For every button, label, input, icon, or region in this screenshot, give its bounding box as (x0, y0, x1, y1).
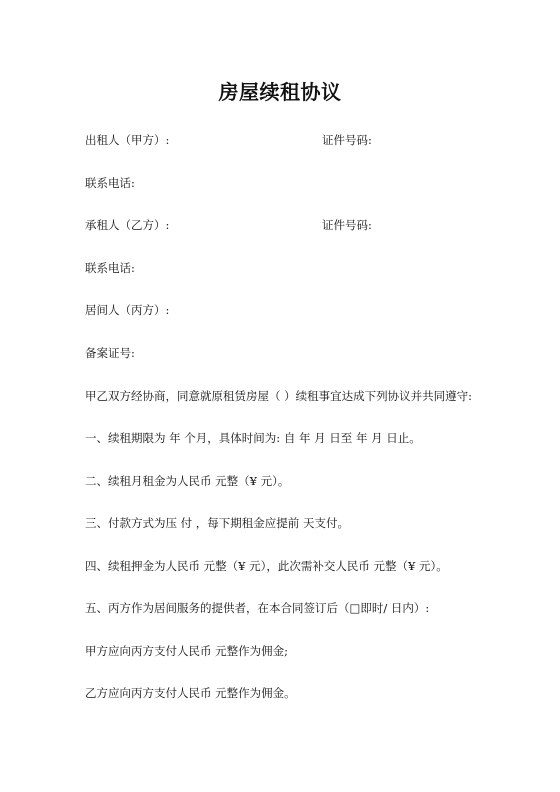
document-title: 房屋续租协议 (218, 80, 342, 104)
payment-clause: 三、付款方式为压 付 ，每下期租金应提前 天支付。 (85, 516, 349, 530)
lessor-label: 出租人（甲方）: (85, 133, 170, 147)
rent-clause: 二、续租月租金为人民币 元整（¥ 元）。 (85, 474, 290, 488)
term-clause: 一、续租期限为 年 个月，具体时间为: 自 年 月 日至 年 月 日止。 (85, 431, 421, 445)
commission-lessee-clause: 乙方应向丙方支付人民币 元整作为佣金。 (85, 686, 296, 700)
deposit-clause: 四、续租押金为人民币 元整（¥ 元），此次需补交人民币 元整（¥ 元）。 (85, 559, 448, 573)
lessee-phone-label: 联系电话: (85, 261, 135, 275)
lessee-label: 承租人（乙方）: (85, 218, 170, 232)
commission-lessor-clause: 甲方应向丙方支付人民币 元整作为佣金; (85, 644, 289, 658)
lessor-phone-label: 联系电话: (85, 176, 135, 190)
lessee-id-label: 证件号码: (322, 218, 372, 232)
intermediary-label: 居间人（丙方）: (85, 303, 170, 317)
intermediary-clause: 五、丙方作为居间服务的提供者，在本合同签订后（□即时/ 日内）: (85, 601, 430, 615)
filing-number-label: 备案证号: (85, 346, 135, 360)
preamble-clause: 甲乙双方经协商，同意就原租赁房屋（ ）续租事宜达成下列协议并共同遵守: (85, 389, 473, 403)
lessor-id-label: 证件号码: (322, 133, 372, 147)
